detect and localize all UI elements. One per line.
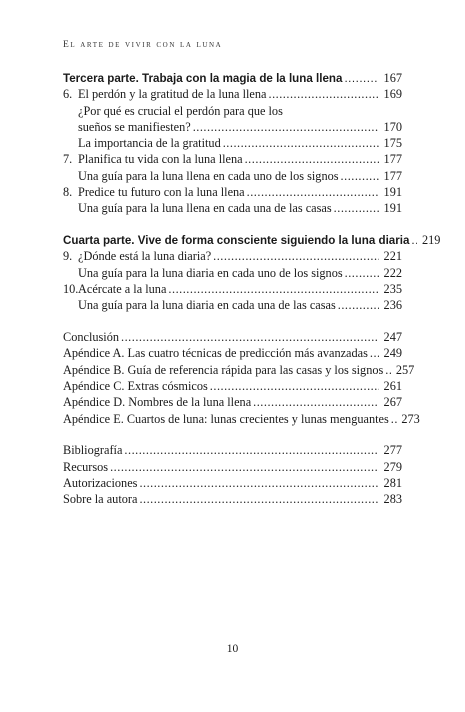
dot-leader: [391, 411, 397, 427]
chapter-number: 10.: [63, 282, 79, 297]
toc-entry-title: Apéndice B. Guía de referencia rápida para las casas y los signos: [63, 362, 384, 377]
toc-entry-plain[interactable]: [63, 329, 402, 345]
toc-entry-title: ¿Dónde está la luna diaria?: [78, 249, 212, 264]
toc-page-number: 175: [383, 136, 402, 151]
toc-entry-chapter[interactable]: [63, 86, 402, 102]
table-of-contents: [63, 70, 441, 523]
toc-page-number: 167: [383, 71, 402, 85]
chapter-number: 9.: [63, 249, 73, 264]
toc-page-number: 261: [383, 379, 402, 394]
toc-entry-title: Una guía para la luna diaria en cada una de las casas: [78, 298, 336, 313]
toc-page-number: 279: [383, 459, 402, 474]
dot-leader: [223, 135, 379, 151]
toc-entry-chapter[interactable]: [63, 281, 402, 297]
toc-entry-title: Autorizaciones: [63, 476, 138, 491]
dot-leader: [344, 71, 379, 87]
toc-page-number: 177: [383, 152, 402, 167]
toc-entry-title: El perdón y la gratitud de la luna llena: [78, 87, 267, 102]
toc-entry-sub[interactable]: [63, 297, 402, 313]
dot-leader: [385, 362, 391, 378]
toc-entry-title: ¿Por qué es crucial el perdón para que los: [78, 103, 283, 118]
dot-leader: [210, 378, 379, 394]
toc-entry-title: Apéndice E. Cuartos de luna: lunas crecientes y lunas menguantes: [63, 411, 389, 426]
toc-entry-title: Acércate a la luna: [78, 282, 167, 297]
chapter-number: 8.: [63, 185, 73, 200]
toc-entry-title: Apéndice C. Extras cósmicos: [63, 379, 208, 394]
dot-leader: [121, 329, 379, 345]
toc-page-number: 267: [383, 395, 402, 410]
toc-page-number: 257: [395, 362, 415, 377]
toc-entry-title: Recursos: [63, 459, 109, 474]
toc-page-number: 219: [421, 233, 441, 248]
chapter-number: 6.: [63, 87, 73, 102]
toc-section: [63, 329, 420, 427]
dot-leader: [247, 184, 379, 200]
toc-entry-sub[interactable]: [63, 168, 402, 184]
toc-entry-title: Tercera parte. Trabaja con la magia de la luna llena: [63, 72, 343, 85]
toc-entry-sub[interactable]: [63, 103, 402, 119]
toc-entry-title: Conclusión: [63, 330, 120, 345]
dot-leader: [124, 442, 379, 458]
toc-entry-title: La importancia de la gratitud: [78, 136, 221, 151]
toc-section: [63, 232, 441, 313]
toc-entry-part[interactable]: [63, 70, 402, 86]
toc-entry-title: Bibliografía: [63, 443, 123, 458]
dot-leader: [334, 200, 379, 216]
toc-entry-title: Una guía para la luna llena en cada una de las casas: [78, 201, 332, 216]
toc-entry-plain[interactable]: [63, 491, 402, 507]
dot-leader: [245, 151, 379, 167]
toc-entry-sub[interactable]: [63, 135, 402, 151]
toc-page-number: 169: [383, 87, 402, 102]
toc-page-number: 247: [383, 330, 402, 345]
toc-entry-title: sueños se manifiesten?: [78, 119, 191, 134]
toc-page-number: 221: [383, 249, 402, 264]
toc-entry-title: Planifica tu vida con la luna llena: [78, 152, 243, 167]
toc-section: [63, 70, 402, 217]
dot-leader: [411, 233, 417, 249]
toc-entry-plain[interactable]: [63, 394, 402, 410]
dot-leader: [110, 459, 379, 475]
dot-leader: [168, 281, 379, 297]
toc-entry-plain[interactable]: [63, 345, 402, 361]
dot-leader: [341, 168, 379, 184]
toc-entry-plain[interactable]: [63, 459, 402, 475]
toc-entry-plain[interactable]: [63, 442, 402, 458]
toc-page-number: 283: [383, 492, 402, 507]
dot-leader: [338, 297, 379, 313]
dot-leader: [213, 248, 379, 264]
toc-entry-title: Apéndice D. Nombres de la luna llena: [63, 395, 252, 410]
toc-page-number: 191: [383, 185, 402, 200]
chapter-number: 7.: [63, 152, 73, 167]
toc-page-number: 281: [383, 476, 402, 491]
dot-leader: [139, 491, 379, 507]
toc-entry-title: Apéndice A. Las cuatro técnicas de predicción más avanzadas: [63, 346, 368, 361]
toc-section: [63, 442, 402, 507]
toc-page-number: 191: [383, 201, 402, 216]
toc-page-number: 249: [383, 346, 402, 361]
toc-entry-plain[interactable]: [63, 378, 402, 394]
running-head: El arte de vivir con la luna: [63, 40, 223, 50]
toc-page-number: 235: [383, 282, 402, 297]
toc-entry-part[interactable]: [63, 232, 441, 248]
toc-entry-chapter[interactable]: [63, 248, 402, 264]
toc-entry-plain[interactable]: [63, 362, 415, 378]
toc-entry-chapter[interactable]: [63, 151, 402, 167]
dot-leader: [269, 86, 380, 102]
toc-entry-plain[interactable]: [63, 475, 402, 491]
dot-leader: [345, 265, 379, 281]
toc-entry-sub[interactable]: [63, 119, 402, 135]
toc-entry-chapter[interactable]: [63, 184, 402, 200]
dot-leader: [253, 394, 379, 410]
dot-leader: [370, 345, 379, 361]
toc-entry-sub[interactable]: [63, 200, 402, 216]
toc-entry-title: Una guía para la luna diaria en cada uno de los signos: [78, 265, 343, 280]
page-number: 10: [226, 643, 239, 655]
toc-entry-sub[interactable]: [63, 265, 402, 281]
toc-entry-title: Predice tu futuro con la luna llena: [78, 185, 245, 200]
dot-leader: [193, 119, 379, 135]
dot-leader: [139, 475, 379, 491]
toc-page-number: 222: [383, 265, 402, 280]
toc-page-number: 236: [383, 298, 402, 313]
toc-page-number: 273: [401, 411, 420, 426]
toc-page-number: 177: [383, 168, 402, 183]
toc-entry-title: Una guía para la luna llena en cada uno de los signos: [78, 168, 339, 183]
toc-entry-title: Cuarta parte. Vive de forma consciente siguiendo la luna diaria: [63, 234, 410, 248]
toc-entry-plain[interactable]: [63, 411, 420, 427]
toc-page-number: 170: [383, 119, 402, 134]
toc-page-number: 277: [383, 443, 402, 458]
toc-entry-title: Sobre la autora: [63, 492, 138, 507]
